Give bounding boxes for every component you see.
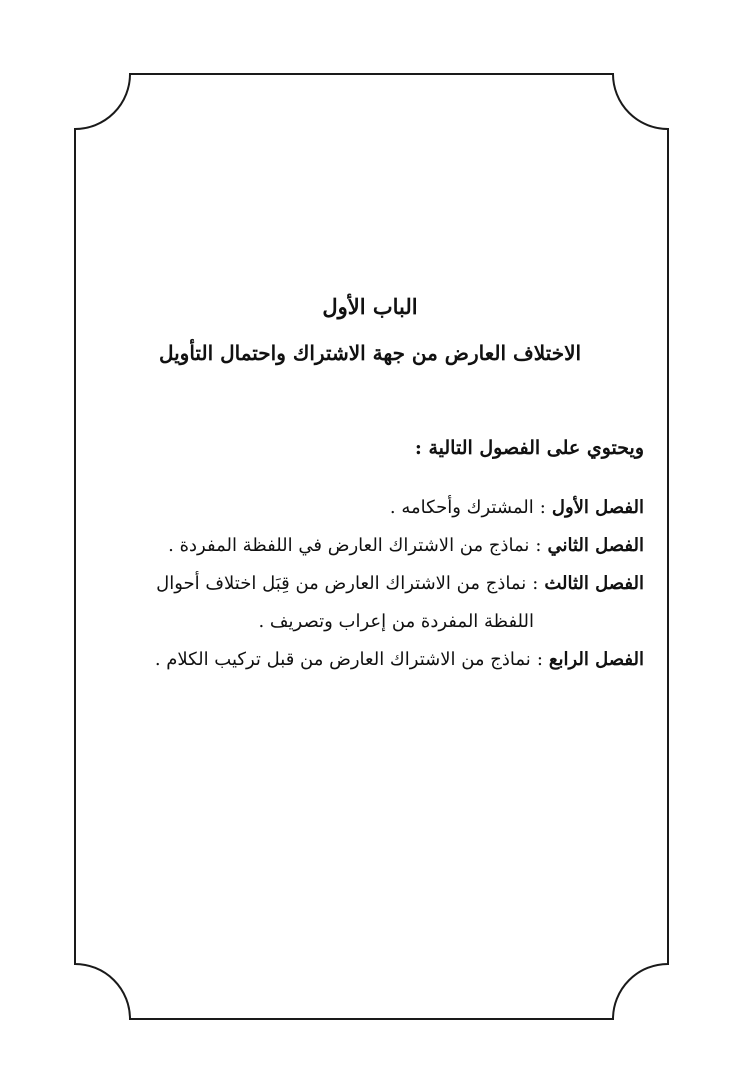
chapter-text: نماذج من الاشتراك العارض في اللفظة المفردة . [168,535,530,556]
chapter-separator: : [536,649,543,670]
chapter-text: نماذج من الاشتراك العارض من قبل تركيب الكلام . [154,649,531,670]
page-content [90,280,650,679]
chapters-intro: ويحتوي على الفصول التالية : [414,437,644,459]
part-subtitle: الاختلاف العارض من جهة الاشتراك واحتمال التأويل [158,341,582,365]
chapter-separator: : [539,497,546,518]
chapter-item-1 [90,489,644,527]
chapter-item-2 [90,527,644,565]
chapter-item-4 [90,641,644,679]
chapter-label: الفصل الثالث [544,573,644,594]
chapter-separator: : [532,573,539,594]
chapter-label: الفصل الأول [551,497,644,518]
chapter-item-3 [90,565,644,641]
chapter-list [90,489,650,679]
chapter-label: الفصل الثاني [547,535,644,556]
chapter-separator: : [535,535,542,556]
part-title: الباب الأول [322,294,418,319]
chapter-label: الفصل الرابع [548,649,644,670]
chapter-text-continuation: اللفظة المفردة من إعراب وتصريف . [258,611,534,632]
chapter-text: نماذج من الاشتراك العارض من قِبَل اختلاف أحوال [156,573,527,594]
chapter-text: المشترك وأحكامه . [389,497,534,518]
